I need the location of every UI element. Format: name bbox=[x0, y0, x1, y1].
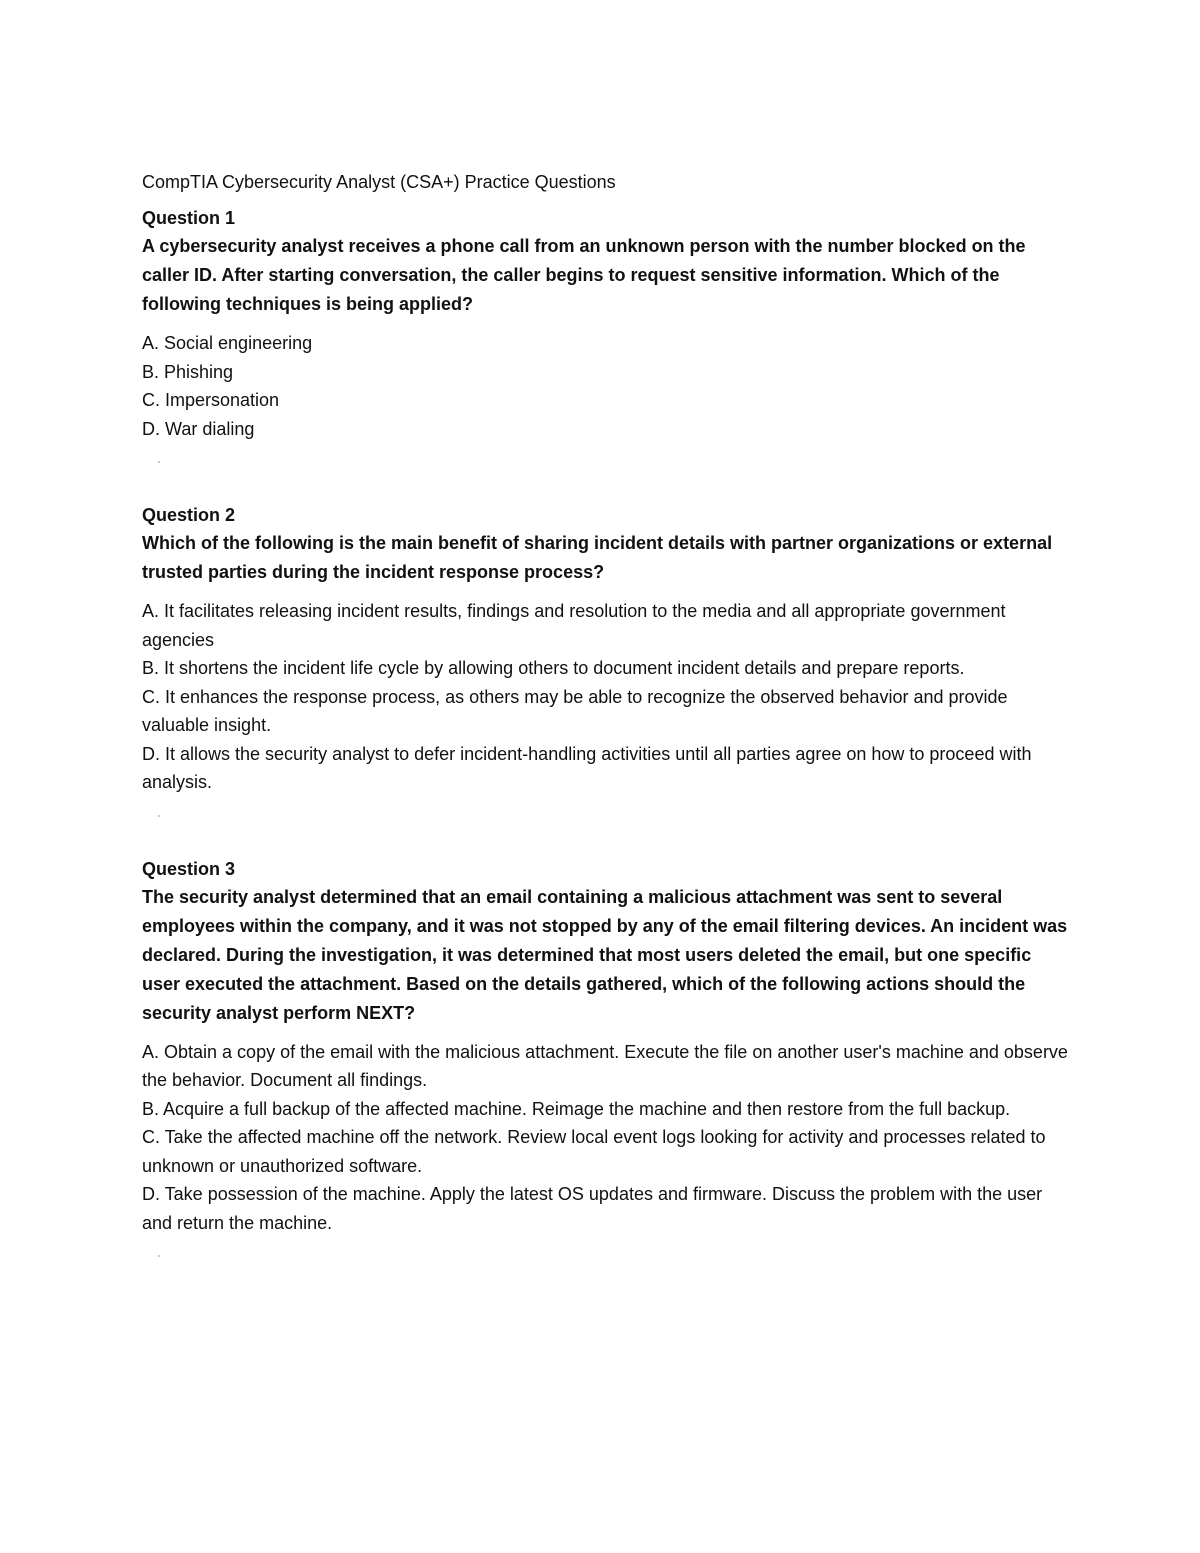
paragraph-mark bbox=[142, 797, 1072, 829]
answer-option: A. Obtain a copy of the email with the malicious attachment. Execute the file on another user's machine and observe the behavior. Document all findings. bbox=[142, 1041, 1068, 1090]
answer-option: C. Take the affected machine off the network. Review local event logs looking for activity and processes related to unknown or unauthorized software. bbox=[142, 1127, 1046, 1176]
question-heading: Question 3 bbox=[142, 858, 236, 879]
document-page bbox=[142, 168, 1072, 1269]
question-heading: Question 1 bbox=[142, 208, 236, 228]
answer-option: A. Social engineering bbox=[142, 333, 313, 353]
question-heading: Question 2 bbox=[142, 505, 236, 525]
answer-option: A. It facilitates releasing incident results, findings and resolution to the media and all appropriate government agencies bbox=[142, 601, 1006, 650]
question-text: A cybersecurity analyst receives a phone call from an unknown person with the number blocked on the caller ID. After starting conversation, the caller begins to request sensitive information. Which of the following techniques is being applied? bbox=[142, 236, 1026, 314]
answer-option: B. It shortens the incident life cycle by allowing others to document incident details and prepare reports. bbox=[142, 658, 965, 678]
section-gap bbox=[142, 475, 1072, 501]
document-title: CompTIA Cybersecurity Analyst (CSA+) Practice Questions bbox=[142, 172, 616, 192]
question-text: The security analyst determined that an email containing a malicious attachment was sent to several employees within the company, and it was not stopped by any of the email filtering devices. An incident was declared. During the investigation, it was determined that most users deleted the email, but one specific user executed the attachment. Based on the details gathered, which of the following actions should the security analyst perform NEXT? bbox=[142, 886, 1068, 1023]
answer-option: C. Impersonation bbox=[142, 390, 280, 410]
answer-option: D. It allows the security analyst to defer incident-handling activities until all parties agree on how to proceed with analysis. bbox=[142, 743, 1032, 792]
answer-option: C. It enhances the response process, as others may be able to recognize the observed behavior and provide valuable insight. bbox=[142, 686, 1008, 735]
answer-options bbox=[142, 597, 1072, 797]
question-1 bbox=[142, 204, 1072, 501]
answer-options bbox=[142, 329, 1072, 443]
paragraph-mark bbox=[142, 1237, 1072, 1269]
answer-option: B. Acquire a full backup of the affected machine. Reimage the machine and then restore from the full backup. bbox=[142, 1098, 1011, 1119]
section-gap bbox=[142, 829, 1072, 855]
question-3 bbox=[142, 855, 1072, 1270]
question-text: Which of the following is the main benefit of sharing incident details with partner organizations or external trusted parties during the incident response process? bbox=[142, 533, 1053, 582]
answer-option: D. War dialing bbox=[142, 418, 255, 439]
answer-options bbox=[142, 1038, 1072, 1238]
question-2 bbox=[142, 501, 1072, 855]
paragraph-mark bbox=[142, 443, 1072, 475]
answer-option: B. Phishing bbox=[142, 361, 234, 382]
answer-option: D. Take possession of the machine. Apply the latest OS updates and firmware. Discuss the problem with the user and return the machine. bbox=[142, 1184, 1043, 1233]
